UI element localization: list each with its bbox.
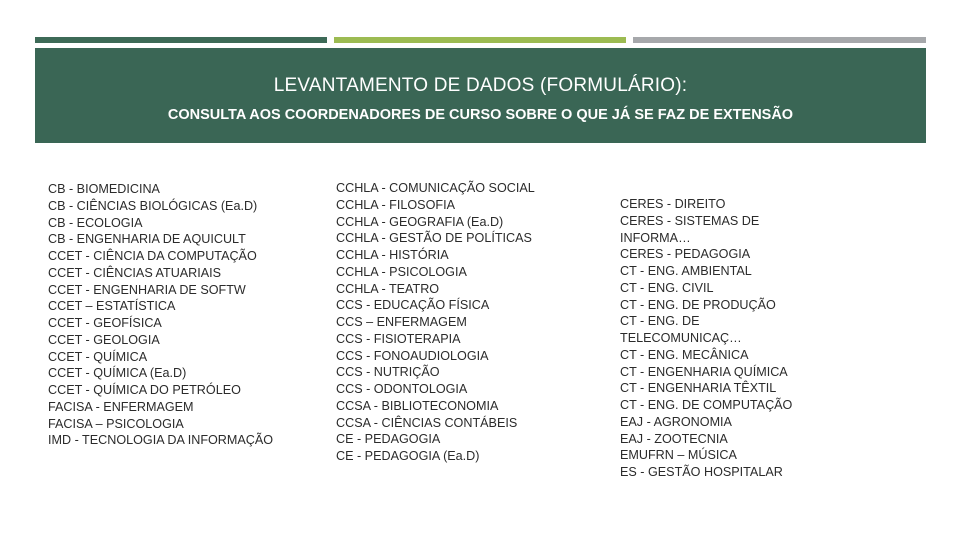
course-list-item: TELECOMUNICAÇ… xyxy=(620,331,742,345)
course-list-column-2 xyxy=(336,180,535,465)
course-list-item: CCET - CIÊNCIA DA COMPUTAÇÃO xyxy=(48,249,257,263)
course-list-item: EAJ - ZOOTECNIA xyxy=(620,431,728,446)
course-list-item: CCET - CIÊNCIAS ATUARIAIS xyxy=(48,265,222,280)
course-list-item: EMUFRN – MÚSICA xyxy=(620,448,737,463)
course-list-item: CCET - QUÍMICA xyxy=(48,349,148,364)
course-list-item: CCS - NUTRIÇÃO xyxy=(336,365,440,380)
course-list-item: CB - ENGENHARIA DE AQUICULT xyxy=(48,232,246,247)
course-list-item: CCHLA - HISTÓRIA xyxy=(336,248,449,262)
course-list-item: CT - ENG. CIVIL xyxy=(620,280,714,295)
course-list-item: CT - ENG. AMBIENTAL xyxy=(620,264,752,278)
course-list-item: CCET – ESTATÍSTICA xyxy=(48,299,176,314)
course-list-item: CCSA - BIBLIOTECONOMIA xyxy=(336,398,499,413)
course-list-item: CB - ECOLOGIA xyxy=(48,215,143,230)
course-list-item: CT - ENG. DE COMPUTAÇÃO xyxy=(620,398,793,412)
slide-title: LEVANTAMENTO DE DADOS (FORMULÁRIO): xyxy=(273,75,688,96)
course-list-item: IMD - TECNOLOGIA DA INFORMAÇÃO xyxy=(48,433,274,448)
course-list-item: CCS – ENFERMAGEM xyxy=(336,315,467,329)
course-list-item: CCET - GEOFÍSICA xyxy=(48,316,162,330)
course-list-item: CERES - PEDAGOGIA xyxy=(620,247,751,262)
course-list-item: CCSA - CIÊNCIAS CONTÁBEIS xyxy=(336,415,518,430)
course-list-item: CCHLA - GESTÃO DE POLÍTICAS xyxy=(336,231,532,246)
course-list-item: CCET - QUÍMICA DO PETRÓLEO xyxy=(48,383,241,397)
course-list-item: CE - PEDAGOGIA xyxy=(336,432,441,447)
course-list-item: CCHLA - FILOSOFIA xyxy=(336,197,455,212)
course-list-item: CCHLA - PSICOLOGIA xyxy=(336,264,467,279)
accent-bar-dark xyxy=(35,37,327,43)
course-list-item: FACISA - ENFERMAGEM xyxy=(48,399,194,414)
course-list-item: CT - ENG. DE xyxy=(620,314,700,329)
course-list-item: CERES - DIREITO xyxy=(620,197,726,211)
course-list-column-3 xyxy=(620,196,792,481)
course-list-column-1 xyxy=(48,181,273,449)
course-list-item: CT - ENGENHARIA TÊXTIL xyxy=(620,381,777,396)
accent-bar-green xyxy=(334,37,626,43)
course-list-item: CT - ENG. MECÂNICA xyxy=(620,347,749,362)
course-list-item: CCET - GEOLOGIA xyxy=(48,332,160,347)
slide-subtitle: CONSULTA AOS COORDENADORES DE CURSO SOBRE O QUE JÁ SE FAZ DE EXTENSÃO xyxy=(167,107,794,123)
course-list-item: CCHLA - TEATRO xyxy=(336,281,440,296)
course-list-item: CCS - ODONTOLOGIA xyxy=(336,382,468,396)
course-list-item: CT - ENG. DE PRODUÇÃO xyxy=(620,297,776,312)
course-list-item: CCHLA - COMUNICAÇÃO SOCIAL xyxy=(336,181,535,195)
course-list-item: FACISA – PSICOLOGIA xyxy=(48,416,184,431)
course-list-item: CCS - FISIOTERAPIA xyxy=(336,331,461,346)
course-list-item: CCS - EDUCAÇÃO FÍSICA xyxy=(336,298,490,313)
course-list-item: ES - GESTÃO HOSPITALAR xyxy=(620,465,783,479)
course-list-item: CB - BIOMEDICINA xyxy=(48,182,160,196)
course-list-item: CB - CIÊNCIAS BIOLÓGICAS (Ea.D) xyxy=(48,198,258,213)
course-list-item: CCET - QUÍMICA (Ea.D) xyxy=(48,366,187,381)
course-list-item: CERES - SISTEMAS DE xyxy=(620,213,760,228)
course-list-item: CCS - FONOAUDIOLOGIA xyxy=(336,348,489,363)
course-list-item: CCET - ENGENHARIA DE SOFTW xyxy=(48,282,246,297)
title-banner xyxy=(35,48,926,143)
accent-bar-gray xyxy=(633,37,926,43)
course-list-item: CE - PEDAGOGIA (Ea.D) xyxy=(336,449,480,463)
course-list-item: INFORMA… xyxy=(620,230,691,245)
course-list-item: CT - ENGENHARIA QUÍMICA xyxy=(620,364,788,379)
course-list-item: EAJ - AGRONOMIA xyxy=(620,414,732,429)
course-list-item: CCHLA - GEOGRAFIA (Ea.D) xyxy=(336,214,504,229)
